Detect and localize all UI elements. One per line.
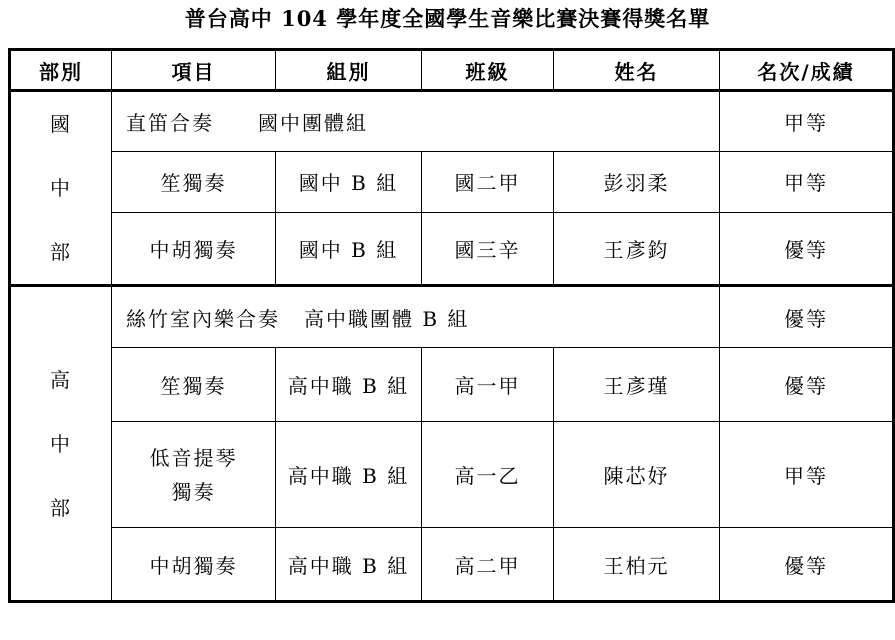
header-row xyxy=(10,50,894,91)
header-dept: 部別 xyxy=(10,50,112,91)
dept-char: 部 xyxy=(50,495,72,520)
rank-cell: 甲等 xyxy=(720,91,894,152)
name-cell: 彭羽柔 xyxy=(554,151,720,213)
table-row xyxy=(10,213,894,286)
ensemble-cell xyxy=(112,91,720,152)
name-cell: 王彥鈞 xyxy=(554,213,720,286)
table-row xyxy=(10,528,894,602)
ensemble-group: 高中職團體 B 組 xyxy=(304,306,470,331)
ensemble-item: 直笛合奏 xyxy=(126,110,214,135)
item-cell: 中胡獨奏 xyxy=(112,213,276,286)
class-cell: 高一乙 xyxy=(422,422,554,528)
dept-char: 高 xyxy=(50,367,72,392)
table-row xyxy=(10,348,894,422)
class-cell: 國二甲 xyxy=(422,151,554,213)
name-cell: 王彥瑾 xyxy=(554,348,720,422)
header-class: 班級 xyxy=(422,50,554,91)
awards-table xyxy=(8,48,895,603)
rank-cell: 優等 xyxy=(720,286,894,348)
header-item: 項目 xyxy=(112,50,276,91)
class-cell: 高二甲 xyxy=(422,528,554,602)
class-cell: 國三辛 xyxy=(422,213,554,286)
ensemble-group: 國中團體組 xyxy=(258,110,368,135)
dept-cell-senior xyxy=(10,286,112,602)
group-cell: 高中職 B 組 xyxy=(276,348,422,422)
table-row xyxy=(10,91,894,152)
name-cell: 王柏元 xyxy=(554,528,720,602)
item-line: 獨奏 xyxy=(171,479,216,504)
header-name: 姓名 xyxy=(554,50,720,91)
class-cell: 高一甲 xyxy=(422,348,554,422)
table-row xyxy=(10,151,894,213)
rank-cell: 優等 xyxy=(720,348,894,422)
item-cell: 中胡獨奏 xyxy=(112,528,276,602)
group-cell: 國中 B 組 xyxy=(276,213,422,286)
group-cell: 國中 B 組 xyxy=(276,151,422,213)
rank-cell: 甲等 xyxy=(720,422,894,528)
name-cell: 陳芯妤 xyxy=(554,422,720,528)
header-rank: 名次/成績 xyxy=(720,50,894,91)
rank-cell: 優等 xyxy=(720,213,894,286)
table-row xyxy=(10,422,894,528)
dept-char: 中 xyxy=(50,431,72,456)
rank-cell: 優等 xyxy=(720,528,894,602)
dept-cell-junior xyxy=(10,91,112,286)
table-row xyxy=(10,286,894,348)
item-cell: 笙獨奏 xyxy=(112,348,276,422)
ensemble-item: 絲竹室內樂合奏 xyxy=(126,306,280,331)
item-line: 低音提琴 xyxy=(149,445,238,470)
dept-char: 部 xyxy=(50,240,72,264)
ensemble-cell xyxy=(112,286,720,348)
dept-char: 中 xyxy=(50,176,72,200)
group-cell: 高中職 B 組 xyxy=(276,422,422,528)
group-cell: 高中職 B 組 xyxy=(276,528,422,602)
header-group: 組別 xyxy=(276,50,422,91)
rank-cell: 甲等 xyxy=(720,151,894,213)
document-title: 普台高中 104 學年度全國學生音樂比賽決賽得獎名單 xyxy=(184,6,711,31)
item-cell: 笙獨奏 xyxy=(112,151,276,213)
item-cell xyxy=(112,422,276,528)
dept-char: 國 xyxy=(50,112,72,136)
